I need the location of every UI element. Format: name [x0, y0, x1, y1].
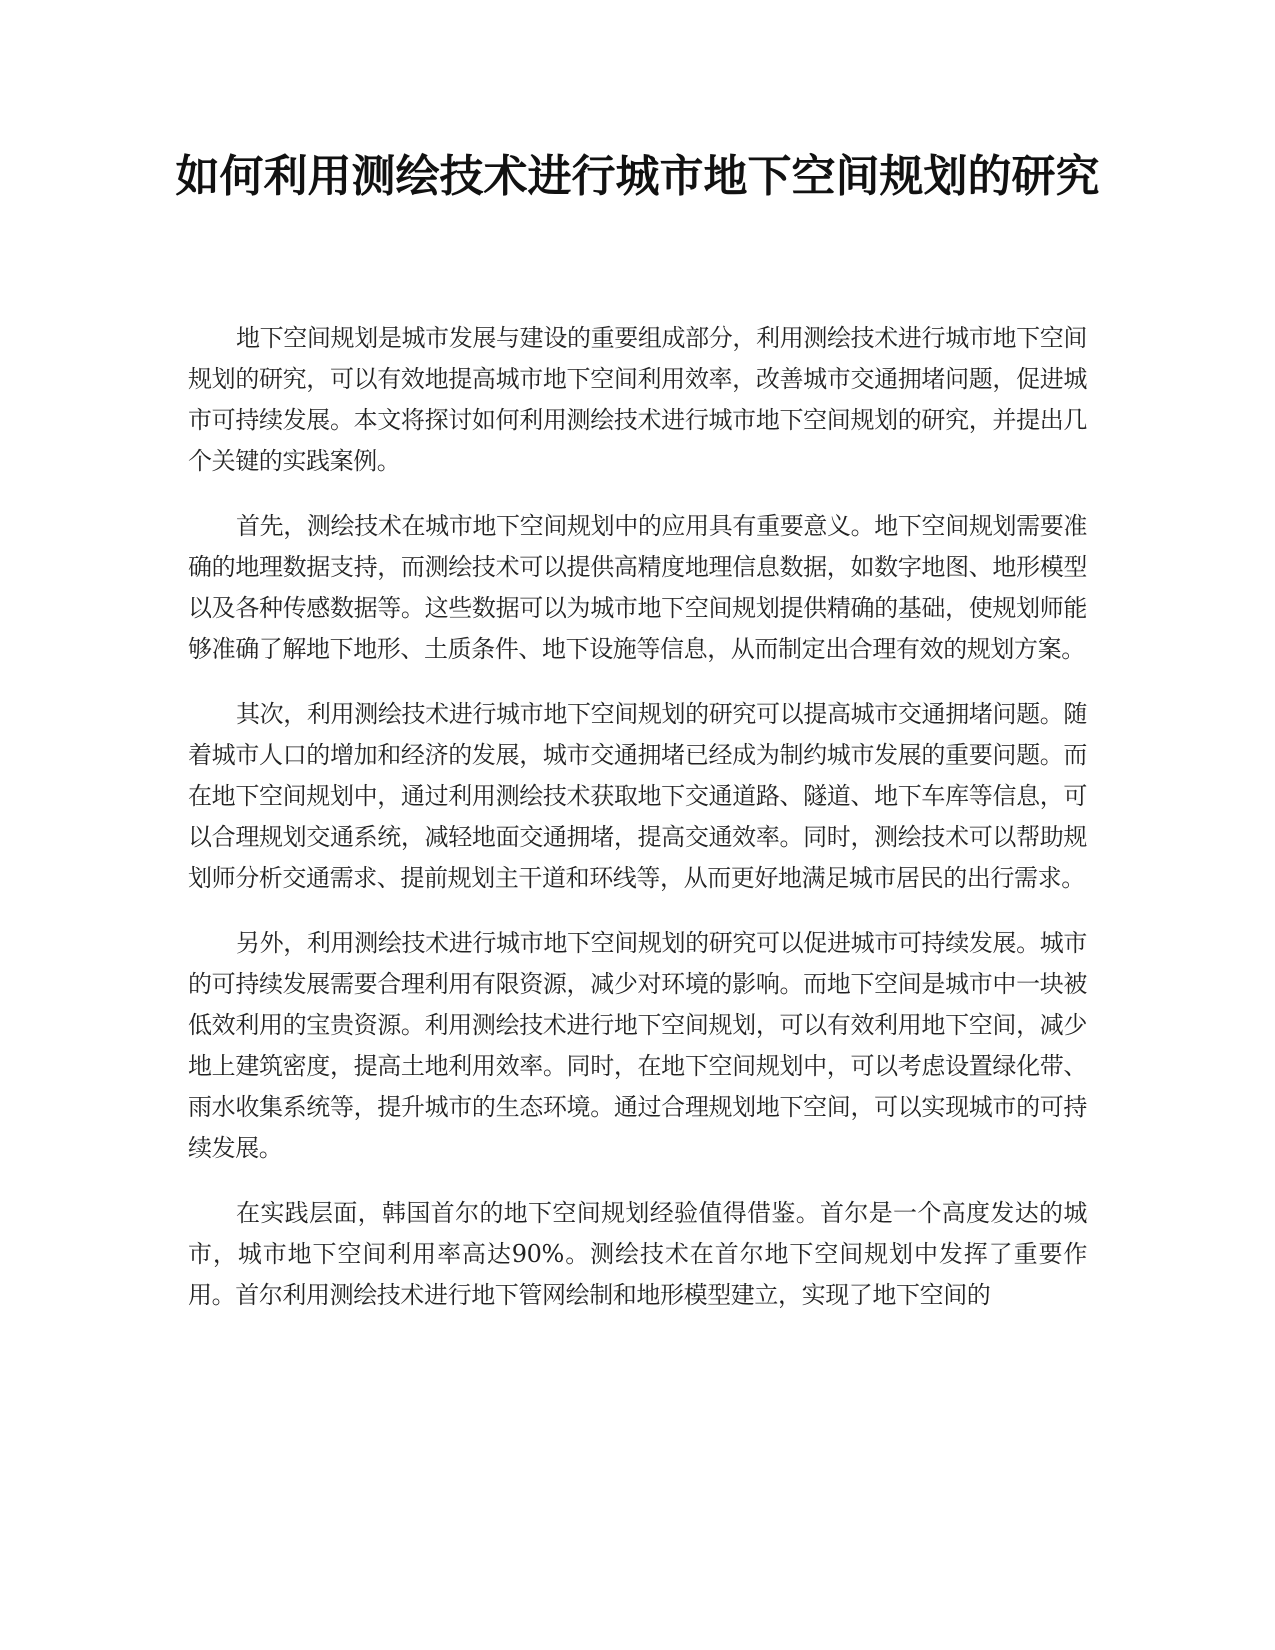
- paragraph-intro: 地下空间规划是城市发展与建设的重要组成部分，利用测绘技术进行城市地下空间规划的研究，可以有效地提高城市地下空间利用效率，改善城市交通拥堵问题，促进城市可持续发展。本文将探讨如何利用测绘技术进行城市地下空间规划的研究，并提出几个关键的实践案例。: [188, 324, 1087, 475]
- document-body: [188, 318, 1087, 1340]
- paragraph-seoul-case: 在实践层面，韩国首尔的地下空间规划经验值得借鉴。首尔是一个高度发达的城市，城市地下空间利用率高达90%。测绘技术在首尔地下空间规划中发挥了重要作用。首尔利用测绘技术进行地下管网绘制和地形模型建立，实现了地下空间的: [188, 1199, 1087, 1309]
- paragraph-traffic: 其次，利用测绘技术进行城市地下空间规划的研究可以提高城市交通拥堵问题。随着城市人口的增加和经济的发展，城市交通拥堵已经成为制约城市发展的重要问题。而在地下空间规划中，通过利用测绘技术获取地下交通道路、隧道、地下车库等信息，可以合理规划交通系统，减轻地面交通拥堵，提高交通效率。同时，测绘技术可以帮助规划师分析交通需求、提前规划主干道和环线等，从而更好地满足城市居民的出行需求。: [188, 700, 1087, 892]
- paragraph-significance: 首先，测绘技术在城市地下空间规划中的应用具有重要意义。地下空间规划需要准确的地理数据支持，而测绘技术可以提供高精度地理信息数据，如数字地图、地形模型以及各种传感数据等。这些数据可以为城市地下空间规划提供精确的基础，使规划师能够准确了解地下地形、土质条件、地下设施等信息，从而制定出合理有效的规划方案。: [188, 512, 1087, 663]
- document-title: 如何利用测绘技术进行城市地下空间规划的研究: [175, 151, 1100, 202]
- paragraph-sustainability: 另外，利用测绘技术进行城市地下空间规划的研究可以促进城市可持续发展。城市的可持续发展需要合理利用有限资源，减少对环境的影响。而地下空间是城市中一块被低效利用的宝贵资源。利用测绘技术进行地下空间规划，可以有效利用地下空间，减少地上建筑密度，提高土地利用效率。同时，在地下空间规划中，可以考虑设置绿化带、雨水收集系统等，提升城市的生态环境。通过合理规划地下空间，可以实现城市的可持续发展。: [188, 929, 1087, 1162]
